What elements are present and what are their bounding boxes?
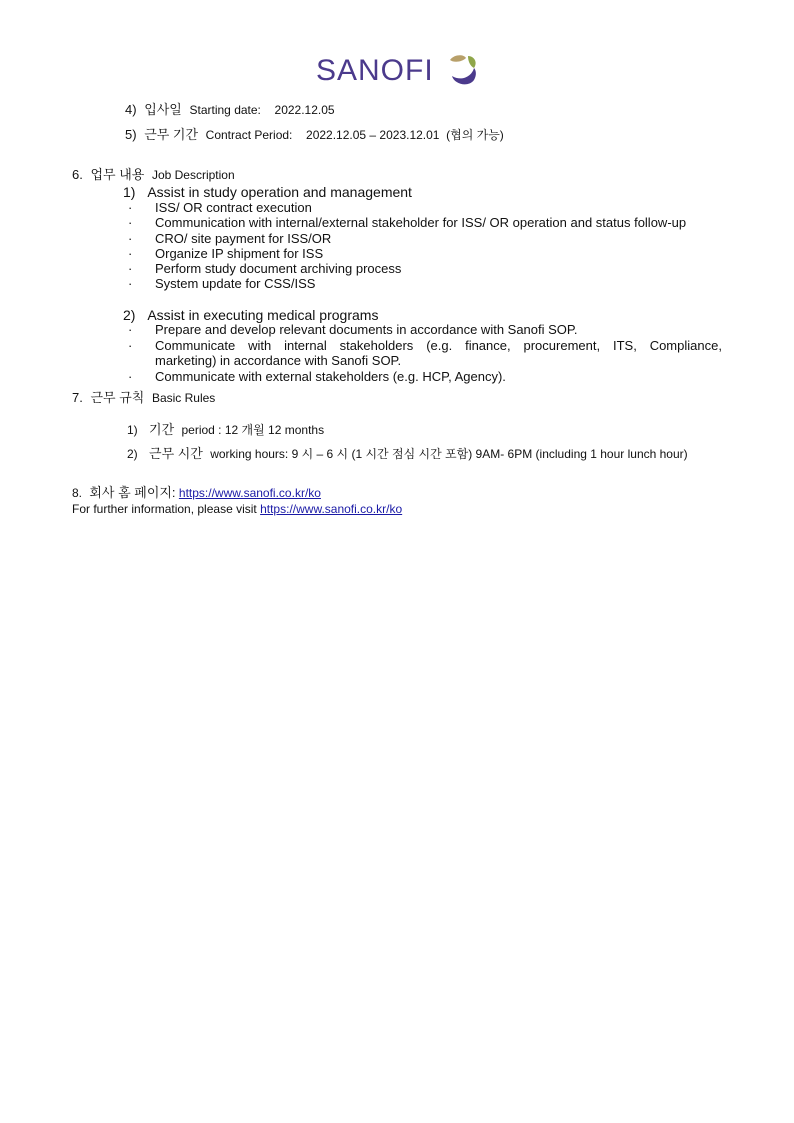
list-item: Communication with internal/external stakeholder for ISS/ OR operation and status follow-up	[155, 215, 687, 230]
subsection-title: Assist in executing medical programs	[147, 307, 379, 323]
rule-text: period : 12 개월 12 months	[181, 423, 325, 437]
word: ITS,	[612, 338, 637, 353]
list-item: System update for CSS/ISS	[155, 276, 316, 291]
bullet-icon: ·	[128, 200, 133, 215]
subsection-number: 2)	[123, 307, 136, 323]
section-7-heading	[72, 387, 215, 406]
contract-period-line	[125, 124, 504, 143]
bullet-icon: ·	[128, 231, 133, 246]
rule-label-korean: 근무 시간	[149, 446, 203, 461]
word: with	[248, 338, 272, 353]
rule-2	[127, 443, 688, 462]
word: Compliance,	[649, 338, 722, 353]
section-title-korean: 근무 규칙	[90, 390, 145, 405]
bullet-icon: ·	[128, 369, 133, 384]
starting-date-value: 2022.12.05	[274, 103, 335, 117]
list-item: ISS/ OR contract execution	[155, 200, 312, 215]
section-8-homepage	[72, 482, 321, 501]
section-number: 7.	[72, 390, 83, 405]
bullet-icon: ·	[128, 322, 133, 337]
list-item-continuation: marketing) in accordance with Sanofi SOP.	[155, 353, 402, 368]
subsection-1-heading	[123, 184, 412, 200]
list-item-justified	[155, 338, 722, 353]
list-item: Perform study document archiving process	[155, 261, 402, 276]
list-item: CRO/ site payment for ISS/OR	[155, 231, 332, 246]
contract-period-value: 2022.12.05 – 2023.12.01	[306, 128, 440, 142]
word: Communicate	[155, 338, 236, 353]
homepage-link[interactable]: https://www.sanofi.co.kr/ko	[178, 486, 321, 500]
word: (e.g.	[426, 338, 453, 353]
list-item: Organize IP shipment for ISS	[155, 246, 324, 261]
bullet-icon: ·	[128, 246, 133, 261]
rule-text: working hours: 9 시 – 6 시 (1 시간 점심 시간 포함) 9AM- 6PM (including 1 hour lunch hour)	[210, 447, 688, 461]
bullet-icon: ·	[128, 338, 133, 353]
item-number: 4)	[125, 102, 137, 117]
item-number: 5)	[125, 127, 137, 142]
word: finance,	[465, 338, 511, 353]
subsection-2-heading	[123, 307, 378, 323]
rule-label-korean: 기간	[149, 422, 175, 437]
word: procurement,	[523, 338, 601, 353]
label-english: Contract Period:	[205, 128, 293, 142]
rule-number: 1)	[127, 423, 138, 437]
label-korean: 근무 기간	[144, 127, 199, 142]
subsection-title: Assist in study operation and management	[147, 184, 412, 200]
bullet-icon: ·	[128, 276, 133, 291]
label-english: Starting date:	[189, 103, 261, 117]
word: stakeholders	[339, 338, 414, 353]
justified-line	[155, 338, 722, 353]
sanofi-logo-icon	[444, 52, 480, 88]
section-6-heading	[72, 164, 235, 183]
word: internal	[284, 338, 327, 353]
bullet-icon: ·	[128, 215, 133, 230]
section-title-korean: 업무 내용	[90, 167, 145, 182]
section-title-english: Basic Rules	[151, 391, 216, 405]
list-item: Prepare and develop relevant documents in accordance with Sanofi SOP.	[155, 322, 578, 337]
label-korean: 입사일	[144, 102, 182, 117]
further-info-text: For further information, please visit	[72, 502, 257, 516]
further-info-line	[72, 502, 402, 516]
further-info-link[interactable]: https://www.sanofi.co.kr/ko	[260, 502, 403, 516]
homepage-label: 회사 홈 페이지:	[89, 485, 176, 500]
starting-date-line	[125, 99, 335, 118]
subsection-number: 1)	[123, 184, 136, 200]
section-title-english: Job Description	[151, 168, 235, 182]
rule-1	[127, 419, 324, 438]
company-logo-text: SANOFI	[316, 54, 434, 87]
bullet-icon: ·	[128, 261, 133, 276]
section-number: 6.	[72, 167, 83, 182]
negotiable-note: (협의 가능)	[446, 128, 504, 142]
section-number: 8.	[72, 486, 83, 500]
rule-number: 2)	[127, 447, 138, 461]
list-item: Communicate with external stakeholders (e.g. HCP, Agency).	[155, 369, 506, 384]
